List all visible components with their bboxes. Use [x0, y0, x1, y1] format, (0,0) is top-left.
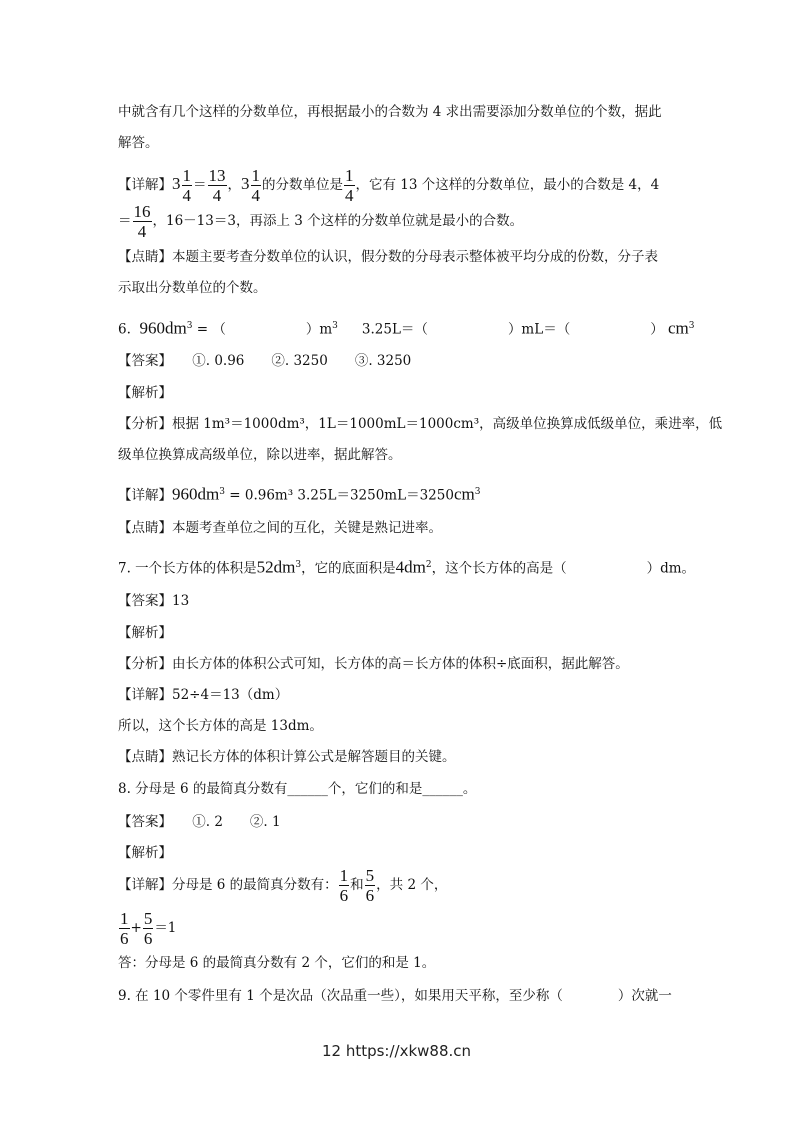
t: 7. 一个长方体的体积是 — [118, 560, 257, 577]
question-9 — [118, 986, 672, 1006]
analysis-tag: 【解析】 — [118, 385, 172, 401]
text-line: 【分析】由长方体的体积公式可知，长方体的高＝长方体的体积÷底面积，据此解答。 — [118, 656, 629, 672]
numerator: 5 — [143, 909, 153, 928]
text-line: 中就含有几个这样的分数单位，再根据最小的合数为 4 求出需要添加分数单位的个数，据此 — [118, 104, 662, 120]
analysis-tag: 【解析】 — [118, 845, 172, 861]
math: 960dm — [139, 318, 187, 338]
denominator: 6 — [120, 929, 129, 948]
question-6 — [118, 316, 695, 340]
t: ，它的底面积是 — [301, 560, 396, 577]
denominator: 4 — [345, 186, 354, 205]
text-line: 级单位换算成高级单位，除以进率，据此解答。 — [118, 447, 402, 463]
t: 9. 在 10 个零件里有 1 个是次品（次品重一些），如果用天平称，至少称（ — [118, 988, 563, 1004]
denominator: 6 — [143, 929, 153, 948]
t: ＝1 — [154, 920, 177, 936]
denominator: 4 — [212, 186, 222, 205]
answer: 【答案】 ①. 2 ②. 1 — [118, 814, 281, 830]
numerator: 1 — [339, 866, 349, 885]
denominator: 6 — [365, 886, 375, 905]
math: cm — [668, 318, 689, 338]
t: 【详解】分母是 6 的最简真分数有： — [118, 877, 338, 893]
sum-line — [118, 908, 176, 948]
math: cm — [453, 484, 475, 504]
fraction — [143, 909, 154, 948]
exp: 2 — [425, 560, 432, 570]
t: 【详解】 — [118, 487, 172, 504]
analysis-tag: 【解析】 — [118, 625, 172, 641]
t: ，共 2 个， — [376, 877, 448, 893]
math: 4dm — [395, 557, 426, 577]
fraction — [365, 866, 376, 905]
denominator: 4 — [251, 186, 260, 205]
exp: 3 — [219, 487, 225, 497]
eq: ＝ — [193, 177, 207, 193]
page-footer: 12 https://xkw88.cn — [321, 1042, 472, 1060]
exp: 3 — [474, 487, 481, 497]
numerator: 1 — [251, 166, 260, 185]
fraction — [182, 166, 193, 205]
comma: ， — [227, 177, 241, 193]
plus: + — [130, 920, 142, 936]
numerator: 13 — [208, 166, 226, 185]
numerator: 1 — [182, 166, 191, 185]
numerator: 5 — [365, 866, 375, 885]
exp: 3 — [186, 321, 193, 331]
t: 3.25L＝（ — [361, 321, 428, 338]
question-8: 8. 分母是 6 的最简真分数有______个，它们的和是______。 — [118, 781, 477, 797]
whole: 3 — [172, 174, 181, 193]
t: ）次就一 — [617, 988, 672, 1004]
exp: 3 — [688, 321, 695, 331]
denominator: 4 — [137, 222, 147, 241]
fraction — [344, 166, 355, 205]
text-line: 【分析】根据 1m³＝1000dm³，1L＝1000mL＝1000cm³，高级单位换算成低级单位，乘进率，低 — [118, 416, 723, 432]
text-line: 示取出分数单位的个数。 — [118, 280, 267, 296]
exp: 3 — [332, 321, 338, 331]
fraction — [339, 866, 350, 905]
math: 52dm — [256, 557, 296, 577]
text-line: 答：分母是 6 的最简真分数有 2 个，它们的和是 1。 — [118, 955, 436, 971]
eq: ＝ — [118, 213, 132, 229]
answer: 【答案】 ①. 0.96 ②. 3250 ③. 3250 — [118, 353, 412, 369]
t: = 0.96m³ 3.25L＝3250mL＝3250 — [224, 487, 454, 504]
numerator: 16 — [133, 202, 151, 221]
text: 的分数单位是 — [262, 177, 343, 193]
t: ） — [650, 321, 664, 338]
text-line: 【点睛】熟记长方体的体积计算公式是解答题目的关键。 — [118, 749, 456, 765]
text-line: 解答。 — [118, 135, 159, 151]
t: ）m — [305, 321, 333, 338]
q-num: 6. — [118, 321, 131, 338]
detail-line — [118, 865, 447, 905]
detail-line — [118, 482, 480, 506]
t: ）dm。 — [646, 560, 696, 577]
whole: 3 — [241, 174, 250, 193]
math: 960dm — [172, 484, 220, 504]
numerator: 1 — [345, 166, 354, 185]
text: ，16－13＝3，再添上 3 个这样的分数单位就是最小的合数。 — [152, 213, 524, 229]
fraction — [251, 166, 262, 205]
t: = （ — [192, 321, 226, 338]
text: ，它有 13 个这样的分数单位，最小的合数是 4，4 — [355, 177, 660, 193]
text-line: 所以，这个长方体的高是 13dm。 — [118, 718, 323, 734]
fraction — [119, 909, 130, 948]
detail-tag: 【详解】 — [118, 177, 172, 193]
detail-line — [118, 164, 659, 205]
t: 和 — [350, 877, 364, 893]
exp: 3 — [295, 560, 302, 570]
denominator: 6 — [339, 886, 349, 905]
detail-line-2 — [118, 201, 523, 241]
numerator: 1 — [120, 909, 129, 928]
fraction — [208, 166, 227, 205]
fraction — [133, 202, 152, 241]
answer: 【答案】13 — [118, 593, 190, 609]
t: ，这个长方体的高是（ — [431, 560, 567, 577]
t: ）mL＝（ — [507, 321, 571, 338]
text-line: 【点睛】本题主要考查分数单位的认识，假分数的分母表示整体被平均分成的份数，分子表 — [118, 249, 658, 265]
text-line: 【详解】52÷4＝13（dm） — [118, 687, 289, 703]
text-line: 【点睛】本题考查单位之间的互化，关键是熟记进率。 — [118, 520, 442, 536]
denominator: 4 — [182, 186, 191, 205]
question-7 — [118, 555, 695, 579]
